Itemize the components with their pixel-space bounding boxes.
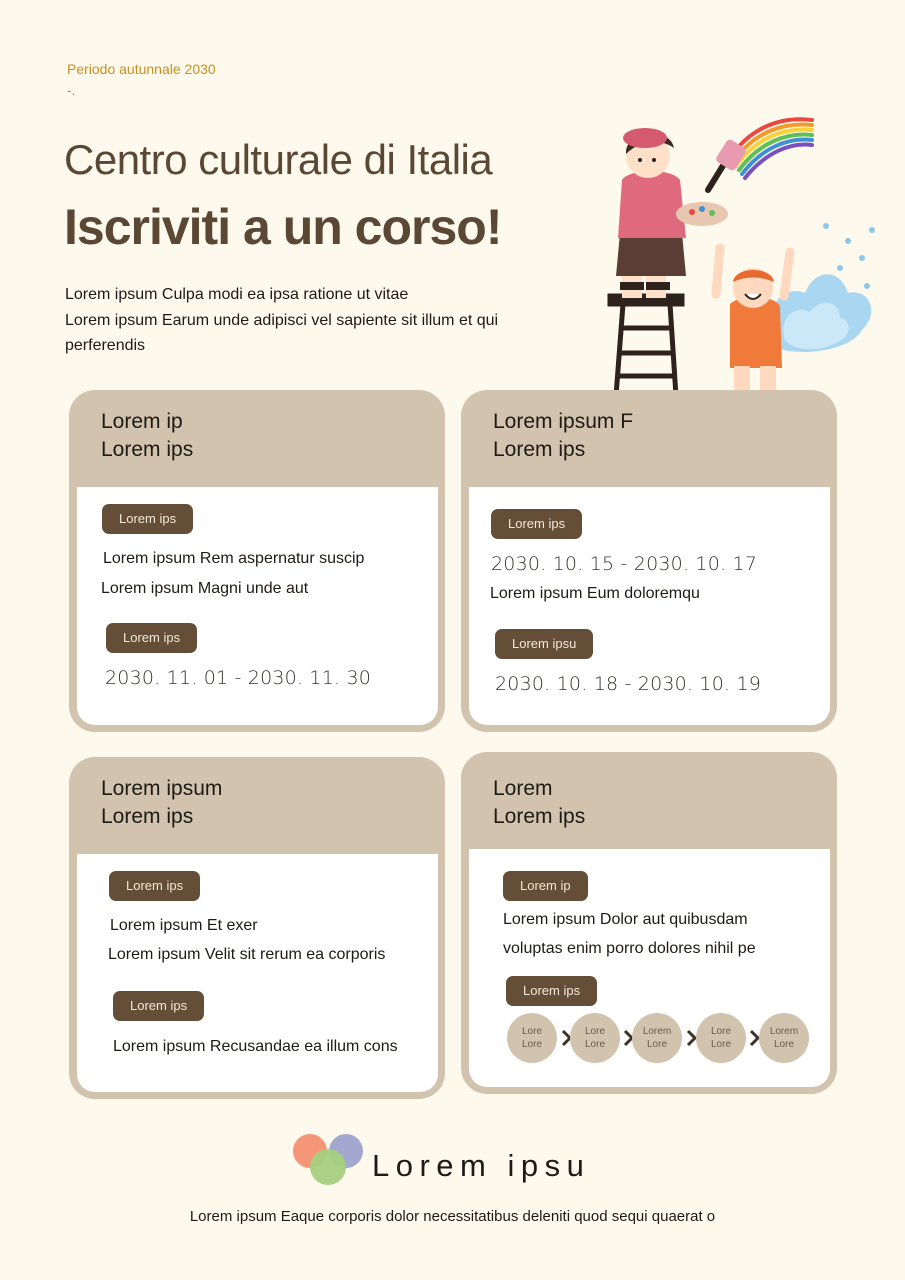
page-title: Iscriviti a un corso! bbox=[64, 199, 502, 255]
step-label: Lorem bbox=[769, 1026, 799, 1037]
ladder-icon bbox=[610, 296, 682, 396]
card-tag: Lorem ips bbox=[491, 509, 582, 539]
process-steps bbox=[507, 1013, 817, 1065]
card-body bbox=[77, 854, 438, 1092]
footer-text: Lorem ipsum Eaque corporis dolor necessitatibus deleniti quod sequi quaerat o bbox=[189, 1208, 716, 1225]
card-text-line: voluptas enim porro dolores nihil pe bbox=[503, 940, 756, 957]
step-circle bbox=[696, 1013, 746, 1063]
card-text-line: Lorem ipsum Dolor aut quibusdam bbox=[503, 911, 748, 928]
heart-logo-icon bbox=[292, 1133, 364, 1187]
intro-line: Lorem ipsum Culpa modi ea ipsa ratione ut vitae bbox=[65, 286, 409, 303]
card-tag: Lorem ips bbox=[109, 871, 200, 901]
period-label: Periodo autunnale 2030 bbox=[67, 61, 216, 77]
step-circle bbox=[570, 1013, 620, 1063]
course-card-1 bbox=[69, 390, 445, 732]
card-tag: Lorem ips bbox=[106, 623, 197, 653]
step-label: Lore bbox=[710, 1026, 731, 1037]
period-mark: -. bbox=[67, 82, 76, 98]
card-date: 2030. 10. 18 - 2030. 10. 19 bbox=[495, 673, 762, 695]
step-label: Lore bbox=[773, 1039, 794, 1050]
step-label: Lore bbox=[584, 1039, 605, 1050]
intro-line: Lorem ipsum Earum unde adipisci vel sapiente sit illum et qui bbox=[65, 311, 499, 329]
card-heading bbox=[493, 775, 585, 831]
step-label: Lore bbox=[584, 1026, 605, 1037]
card-heading-line: Lorem bbox=[493, 777, 553, 800]
course-card-4 bbox=[461, 752, 837, 1094]
step-label: Lore bbox=[521, 1039, 542, 1050]
card-body bbox=[469, 849, 830, 1087]
step-label: Lore bbox=[710, 1039, 731, 1050]
card-heading-line: Lorem ipsum bbox=[101, 777, 223, 800]
card-date: 2030. 11. 01 - 2030. 11. 30 bbox=[105, 667, 372, 689]
page-subtitle: Centro culturale di Italia bbox=[64, 136, 493, 183]
card-body bbox=[469, 487, 830, 725]
card-text-line: Lorem ipsum Velit sit rerum ea corporis bbox=[108, 946, 386, 963]
step-circle bbox=[507, 1013, 557, 1063]
painter-child-icon bbox=[616, 128, 747, 298]
card-body bbox=[77, 487, 438, 725]
card-heading-line: Lorem ipsum F bbox=[493, 410, 634, 433]
course-card-3 bbox=[69, 757, 445, 1099]
card-tag: Lorem ip bbox=[503, 871, 588, 901]
card-text-line: Lorem ipsum Eum doloremqu bbox=[490, 585, 700, 602]
card-tag: Lorem ips bbox=[113, 991, 204, 1021]
card-tag: Lorem ips bbox=[102, 504, 193, 534]
intro-line: perferendis bbox=[65, 337, 146, 354]
card-tag: Lorem ips bbox=[506, 976, 597, 1006]
painting-children-illustration bbox=[590, 108, 890, 438]
card-heading bbox=[101, 775, 222, 831]
card-heading-line: Lorem ips bbox=[101, 438, 194, 461]
card-date: 2030. 10. 15 - 2030. 10. 17 bbox=[491, 553, 758, 575]
card-text-line: Lorem ipsum Et exer bbox=[110, 917, 258, 934]
card-text-line: Lorem ipsum Rem aspernatur suscip bbox=[103, 550, 365, 567]
card-heading-line: Lorem ips bbox=[101, 805, 194, 828]
step-label: Lore bbox=[521, 1026, 542, 1037]
card-heading-line: Lorem ip bbox=[101, 410, 183, 433]
card-heading-line: Lorem ips bbox=[493, 438, 586, 461]
course-card-2 bbox=[461, 390, 837, 732]
footer-brand: Lorem ipsu bbox=[372, 1148, 591, 1183]
card-heading-line: Lorem ips bbox=[493, 805, 586, 828]
intro-text bbox=[65, 282, 525, 359]
step-label: Lore bbox=[646, 1039, 667, 1050]
step-circle bbox=[759, 1013, 809, 1063]
card-tag: Lorem ipsu bbox=[495, 629, 593, 659]
step-circle bbox=[632, 1013, 682, 1063]
card-text-line: Lorem ipsum Magni unde aut bbox=[101, 580, 309, 597]
step-label: Lorem bbox=[642, 1026, 672, 1037]
card-text-line: Lorem ipsum Recusandae ea illum cons bbox=[113, 1038, 398, 1055]
card-heading bbox=[101, 408, 193, 464]
card-heading bbox=[493, 408, 633, 464]
